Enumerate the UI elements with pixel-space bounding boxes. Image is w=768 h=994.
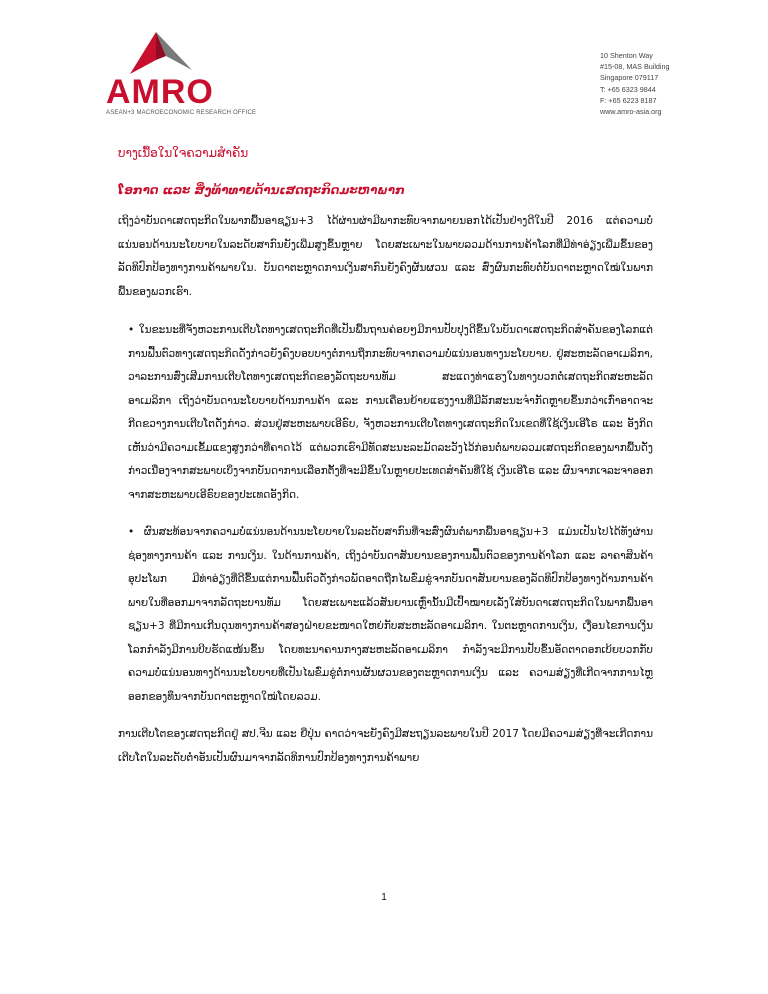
intro-paragraph: ເຖິງວ່າບັນດາເສດຖະກິດໃນພາກພື້ນອາຊຽນ+3 ໄດ້ຜ່ານຜ່າມີພາກະທົບຈາກພາຍນອກໄດ້ເປັນຢ່າງດີໃນປີ 2016 ແຕ່ຄວາມບໍ່ແນ່ນອນດ້ານນະໂຍບາຍໃນລະດັບສາກົນຍັງເພີ່ມສູງຂຶ້ນຫຼາຍ ໂດຍສະເພາະໃນພາບລວມດ້ານການຄ້າໂລກທີ່ມີທ່າອ່ຽງເພີ່ມຂຶ້ນຂອງລັດທິປົກປ້ອງທາງການຄ້າພາຍໃນ. ບັນດາຕະຫຼາດການເງິນສາກົນຍັງຄົງຜັນຜວນ ແລະ ສົ່ງຜົນກະທົບຕໍ່ບັນດາຕະຫຼາດໃໝ່ໃນພາກພື້ນຂອງພວກເຮົາ. <box>118 215 653 298</box>
phone-line: T: +65 6323 9844 <box>600 84 656 94</box>
bullet-paragraph: • ໃນຂະນະທີ່ຈັງຫວະການເຕີບໂຕທາງເສດຖະກິດທີ່ເປັນພື້ນຖານຄ່ອຍໆມີການປັບປຸງດີຂຶ້ນໃນບັນດາເສດຖະກິດສໍາຄັນຂອງໂລກແຕ່ການຟື້ນຕົວທາງເສດຖະກິດດັ່ງກ່າວຍັງຄົງບອບບາງຕໍ່ການຖືກກະທົບຈາກຄວາມບໍ່ແນ່ນອນທາງນະໂຍບາຍ. ຢູ່ສະຫະລັດອາເມລິກາ, ວາລະການສົ່ງເສີມການເຕີບໂຕທາງເສດຖະກິດຂອງລັດຖະບານທັມ ສະແດງທ່າແຮງໃນທາງບວກຕໍ່ເສດຖະກິດສະຫະລັດອາເມລິກາ ເຖິງວ່າບັນດານະໂຍບາຍດ້ານການຄ້າ ແລະ ການເຄື່ອນຍ້າຍແຮງງານທີ່ມີລັກສະນະຈໍາກັດຫຼາຍຂຶ້ນກວ່າເກົ່າອາດຈະກີດຂວາງການເຕີບໂຕດັ່ງກ່າວ. ສ່ວນຢູ່ສະຫະພາບເອີຣົບ, ຈັງຫວະການເຕີບໂຕທາງເສດຖະກິດໃນເຂດທີ່ໃຊ້ເງິນເອີໂຣ ແລະ ອັງກິດ ເຫັນວ່າມີຄວາມເຂັ້ມແຂງສູງກວ່າທີ່ຄາດໄວ້ ແຕ່ພວກເຮົາມີທັດສະນະລະມັດລະວັງໄວ້ກ່ອນຕໍ່ພາບລວມເສດຖະກິດຂອງພາກພື້ນດັ່ງກ່າວເນື່ອງຈາກສະພາບເບິ່ງຈາກບັນດາການເລືອກຕັ້ງທີ່ຈະມີຂຶ້ນໃນຫຼາຍປະເທດສໍາຄັນທີ່ໃຊ້ ເງິນເອີໂຣ ແລະ ຜົນຈາກເຈລະຈາອອກຈາກສະຫະພາບເອີຣົບຂອງປະເທດອັງກິດ. <box>128 324 653 501</box>
logo-wordmark: AMRO <box>106 73 214 110</box>
bullet-paragraph: • ຜົນສະທ້ອນຈາກຄວາມບໍ່ແນ່ນອນດ້ານນະໂຍບາຍໃນລະດັບສາກົນທີ່ຈະສົ່ງຜົນຕໍ່ພາກພື້ນອາຊຽນ+3 ແມ່ນເປັນໄປໄດ້ທັງຜ່ານຊ່ອງທາງການຄ້າ ແລະ ການເງິນ. ໃນດ້ານການຄ້າ, ເຖິງວ່າບັນດາສັນຍານຂອງການຟື້ນຕົວຂອງການຄ້າໂລກ ແລະ ລາຄາສິນຄ້າອຸປະໂພກ ມີທ່າອ່ຽງທີ່ດີຂຶ້ນແຕ່ການຟື້ນຕົວດັ່ງກ່າວພັດອາດຖືກໄພຂົ່ມຂູ່ຈາກບັນດາສັນຍານຂອງລັດທິປົກປ້ອງທາງດ້ານການຄ້າພາຍໃນທີ່ອອກມາຈາກລັດຖະບານທັມ ໂດຍສະເພາະແລ້ວສັນຍານເຫຼົ່ານັ້ນມີເປົ້າໝາຍເລັ່ງໃສ່ບັນດາເສດຖະກິດໃນພາກພື້ນອາຊຽນ+3 ທີ່ມີການເກີນດຸນທາງການຄ້າສອງຝ່າຍຂະໜາດໃຫຍ່ກັບສະຫະລັດອາເມລິກາ. ໃນຕະຫຼາດການເງິນ, ເງື່ອນໄຂການເງິນໂລກກໍາລັງມີການບີບຮັດແໜ້ນຂຶ້ນ ໂດຍທະນາຄານກາງສະຫະລັດອາເມລິກາ ກໍາລັງຈະມີການປັບຂຶ້ນອັດຕາດອກເບ້ຍບວກກັບຄວາມບໍ່ແນ່ນອນທາງດ້ານນະໂຍບາຍທີ່ເປັນໄພຂົ່ມຂູ່ຕໍ່ການຜັນຜວນຂອງຕະຫຼາດການເງິນ ແລະ ຄວາມສ່ຽງທີ່ເກີດຈາກການໄຫຼອອກຂອງທຶນຈາກບັນດາຕະຫຼາດໃໝ່ໂດຍລວມ. <box>128 526 653 703</box>
closing-paragraph: ການເຕີບໂຕຂອງເສດຖະກິດຢູ່ ສປ.ຈີນ ແລະ ຍີ່ປຸ່ນ ຄາດວ່າຈະຍັງຄົງມີສະຖຽນລະພາບໃນປີ 2017 ໂດຍມີຄວາມສ່ຽງທີ່ຈະເກີດການເຕີບໂຕໃນລະດັບຕໍ່າອັນເປັນຜົນມາຈາກລັດທິການປົກປ້ອງທາງການຄ້າພາຍ <box>118 728 653 764</box>
logo-tagline: ASEAN+3 MACROECONOMIC RESEARCH OFFICE <box>106 110 257 116</box>
amro-logo-mark <box>104 30 274 110</box>
subheading: ໂອກາດ ແລະ ສິ່ງທ້າທາຍດ້ານເສດຖະກິດມະຫາພາກ <box>118 183 405 197</box>
address-line: 10 Shenton Way <box>600 51 653 60</box>
office-address <box>600 50 740 117</box>
page-number: 1 <box>381 892 387 903</box>
address-line: #15-08, MAS Building <box>600 62 670 72</box>
amro-logo <box>104 30 274 126</box>
section-label: ບາງເນື້ອໃນໃຈຄວາມສໍາຄັນ <box>118 146 249 160</box>
address-line: Singapore 079117 <box>600 73 659 83</box>
document-body <box>118 210 653 770</box>
fax-line: F: +65 6223 8187 <box>600 95 657 105</box>
website-line[interactable]: www.amro-asia.org <box>600 107 662 117</box>
